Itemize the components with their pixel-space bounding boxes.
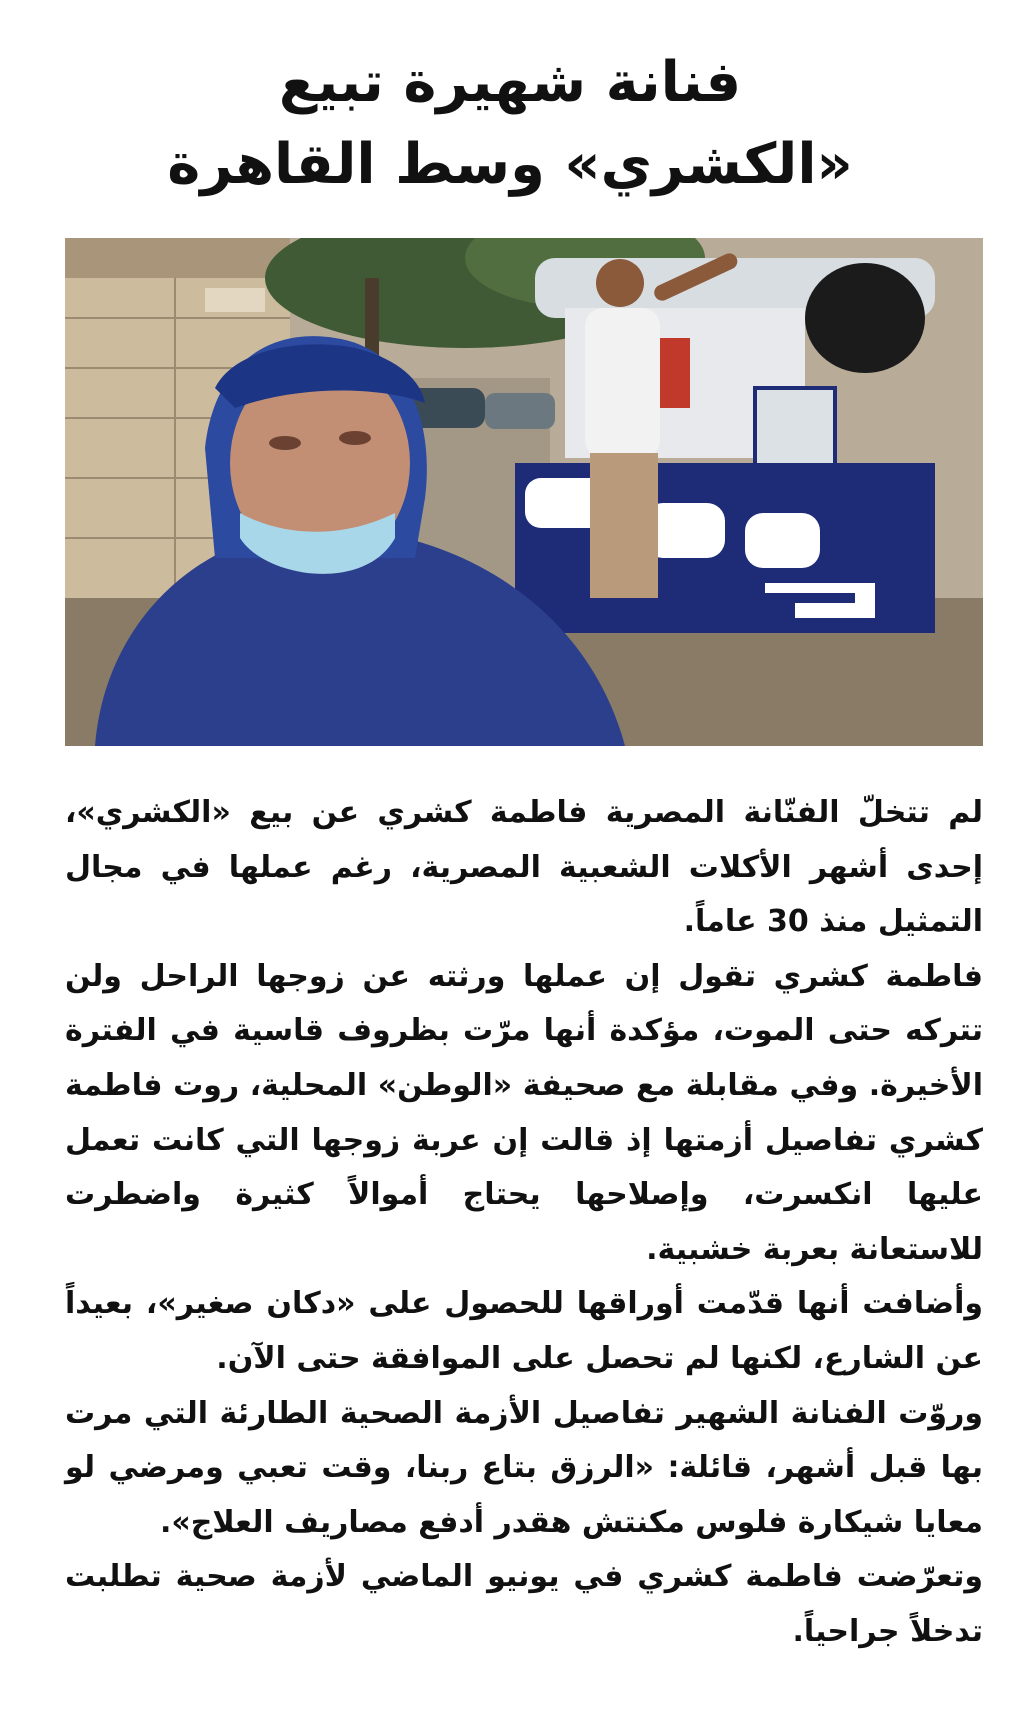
article-paragraph-5: وتعرّضت فاطمة كشري في يونيو الماضي لأزمة صحية تطلبت تدخلاً جراحياً. — [65, 1559, 983, 1649]
article-body — [65, 786, 983, 1660]
article-paragraph-3: وأضافت أنها قدّمت أوراقها للحصول على «دكان صغير»، بعيداً عن الشارع، لكنها لم تحصل على الموافقة حتى الآن. — [65, 1286, 983, 1376]
article-paragraph-1: لم تتخلّ الفنّانة المصرية فاطمة كشري عن بيع «الكشري»، إحدى أشهر الأكلات الشعبية المصرية، رغم عملها في مجال التمثيل منذ 30 عاماً. — [65, 795, 983, 940]
article-paragraph-4: وروّت الفنانة الشهير تفاصيل الأزمة الصحية الطارئة التي مرت بها قبل أشهر، قائلة: «الرزق بتاع ربنا، وقت تعبي ومرضي لو معايا شيكارة فلوس مكنتش هقدر أدفع مصاريف العلاج». — [65, 1395, 983, 1540]
article-paragraph-2: فاطمة كشري تقول إن عملها ورثته عن زوجها الراحل ولن تتركه حتى الموت، مؤكدة أنها مرّت بظروف قاسية في الفترة الأخيرة. وفي مقابلة مع صحيفة «الوطن» المحلية، روت فاطمة كشري تفاصيل أزمتها إذ قالت إن عربة زوجها التي كانت تعمل عليها انكسرت، وإصلاحها يحتاج أموالاً كثيرة واضطرت للاستعانة بعربة خشبية. — [65, 958, 983, 1267]
headline-line-1: فنانة شهيرة تبيع — [278, 50, 742, 115]
headline — [60, 42, 960, 206]
article-photo — [65, 238, 983, 746]
photo-illustration — [65, 238, 983, 746]
headline-line-2: «الكشري» وسط القاهرة — [167, 132, 853, 197]
